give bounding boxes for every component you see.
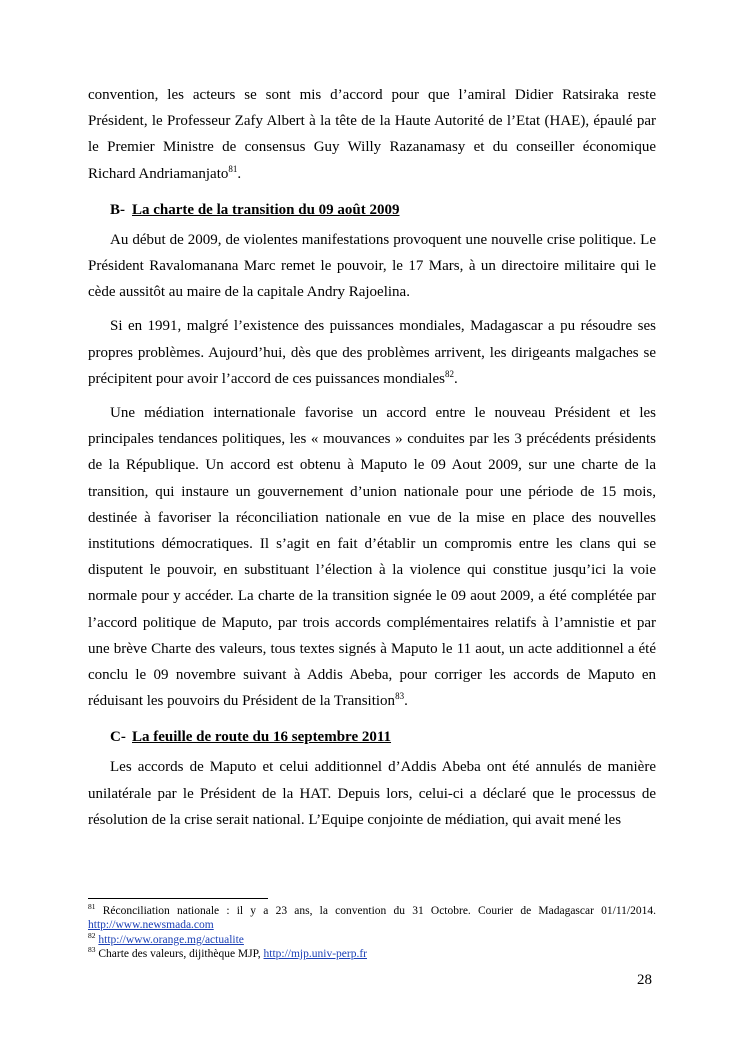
footnote-link[interactable]: http://mjp.univ-perp.fr: [263, 948, 367, 961]
section-heading-c: C- La feuille de route du 16 septembre 2011: [110, 729, 392, 746]
paragraph: Au début de 2009, de violentes manifestations provoquent une nouvelle crise politique. Le Président Ravalomanana Marc remet le pouvoir, le 17 Mars, à un directoire militaire qui le cède aussitôt au maire de la capitale Andry Rajoelina.: [88, 231, 656, 301]
footnote: $^{81}$ Réconciliation nationale : il y a 23 ans, la convention du 31 Octobre. Courier de Madagascar 01/11/2014. http://www.newsmada.com: [88, 902, 656, 932]
footnote-divider: [88, 898, 268, 899]
section-heading-b: B- La charte de la transition du 09 août 2009: [110, 201, 400, 218]
footnotes: [88, 904, 656, 962]
page-body: [88, 82, 656, 833]
paragraph: Une médiation internationale favorise un accord entre le nouveau Président et les principales tendances politiques, les « mouvances » conduites par les 3 précédents présidents de la République. Un accord est obtenu à Maputo le 09 Aout 2009, sur une charte de la transition, qui instaure un gouvernement d’union nationale pour une période de 15 mois, destinée à favoriser la réconciliation nationale en vue de la mise en place des nouvelles institutions démocratiques. Il s’agit en fait d’établir un compromis entre les clans qui se disputent le pouvoir, en substituant l’élection à la violence qui constitue jusqu’ici la voie normale pour y accéder. La charte de la transition signée le 09 aout 2009, a été complétée par l’accord politique de Maputo, par trois accords complémentaires relatifs à l’amnistie et par une brève Charte des valeurs, tous textes signés à Maputo le 11 aout, un acte additionnel a été conclu le 09 novembre suivant à Addis Abeba, pour corriger les accords de Maputo en réduisant les pouvoirs du Président de la Transition$^{83}$.: [88, 405, 656, 710]
footnote: $^{83}$ Charte des valeurs, dijithèque MJP, http://mjp.univ-perp.fr: [88, 945, 367, 961]
footnote-ref[interactable]: 83: [395, 691, 405, 702]
footnote: $^{82}$ http://www.orange.mg/actualite: [88, 930, 244, 946]
paragraph: convention, les acteurs se sont mis d’accord pour que l’amiral Didier Ratsiraka reste Président, le Professeur Zafy Albert à la tête de la Haute Autorité de l’Etat (HAE), épaulé par le Premier Ministre de consensus Guy Willy Razanamasy et du conseiller économique Richard Andriamanjato$^{81}$.: [88, 87, 656, 182]
footnote-link[interactable]: http://www.newsmada.com: [88, 919, 214, 932]
footnote-ref[interactable]: 81: [228, 163, 238, 174]
paragraph: Si en 1991, malgré l’existence des puissances mondiales, Madagascar a pu résoudre ses propres problèmes. Aujourd’hui, dès que des problèmes arrivent, les dirigeants malgaches se précipitent pour avoir l’accord de ces puissances mondiales$^{82}$.: [88, 318, 656, 387]
paragraph: Les accords de Maputo et celui additionnel d’Addis Abeba ont été annulés de manière unilatérale par le Président de la HAT. Depuis lors, celui-ci a déclaré que le processus de résolution de la crise serait national. L’Equipe conjointe de médiation, qui avait mené les: [88, 759, 656, 828]
footnote-ref[interactable]: 82: [444, 368, 454, 379]
footnote-link[interactable]: http://www.orange.mg/actualite: [98, 933, 244, 946]
section-title: La feuille de route du 16 septembre 2011: [132, 729, 392, 746]
section-title: La charte de la transition du 09 août 2009: [132, 201, 400, 218]
page-number: 28: [637, 972, 652, 988]
